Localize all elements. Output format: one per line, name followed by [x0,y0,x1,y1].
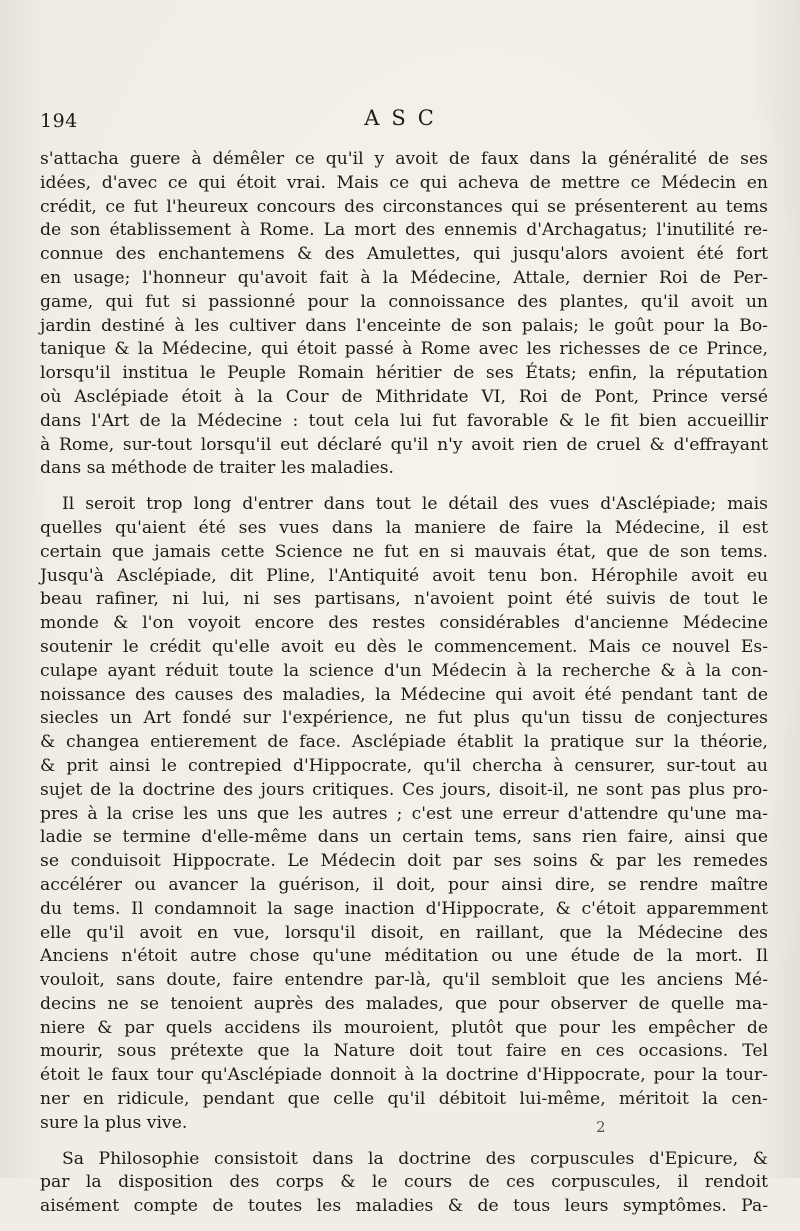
text-line: crédit, ce fut l'heureux concours des circonstances qui se présenterent au tems [40,196,768,217]
text-line: accélérer ou avancer la guérison, il doit, pour ainsi dire, se rendre maître [40,874,768,895]
text-line: Anciens n'étoit autre chose qu'une méditation ou une étude de la mort. Il [40,946,768,967]
text-line: niere & par quels accidens ils mouroient, plutôt que pour les empêcher de [40,1017,768,1038]
page-footer [40,1118,768,1142]
text-line: elle qu'il avoit en vue, lorsqu'il disoit, en raillant, que la Médecine des [40,922,768,943]
text-line: mourir, sous prétexte que la Nature doit tout faire en ces occasions. Tel [40,1041,768,1062]
text-line: game, qui fut si passionné pour la connoissance des plantes, qu'il avoit un [40,291,768,312]
text-line: aisément compte de toutes les maladies & de tous leurs symptômes. Pa- [40,1196,768,1217]
text-line: monde & l'on voyoit encore des restes considérables d'ancienne Médecine [40,613,768,634]
paragraph [40,493,768,1136]
text-line: pres à la crise les uns que les autres ; c'est une erreur d'attendre qu'une ma- [40,803,768,824]
page-number: 194 [40,110,78,132]
text-line: quelles qu'aient été ses vues dans la maniere de faire la Médecine, il est [40,517,768,538]
text-line: tanique & la Médecine, qui étoit passé à Rome avec les richesses de ce Prince, [40,339,768,360]
text-line: connue des enchantemens & des Amulettes, qui jusqu'alors avoient été fort [40,244,768,265]
text-line: lorsqu'il institua le Peuple Romain héritier de ses États; enfin, la réputation [40,363,768,384]
paragraph [40,1148,768,1219]
text-line: de son établissement à Rome. La mort des ennemis d'Archagatus; l'inutilité re- [40,220,768,241]
text-line: à Rome, sur-tout lorsqu'il eut déclaré qu'il n'y avoit rien de cruel & d'effrayant [40,434,768,455]
text-line: siecles un Art fondé sur l'expérience, ne fut plus qu'un tissu de conjectures [40,708,768,729]
text-line: du tems. Il condamnoit la sage inaction d'Hippocrate, & c'étoit apparemment [40,898,768,919]
text-line: idées, d'avec ce qui étoit vrai. Mais ce qui acheva de mettre ce Médecin en [40,172,768,193]
signature-mark: 2 [596,1118,606,1136]
text-line: par la disposition des corps & le cours de ces corpuscules, il rendoit [40,1172,768,1193]
paragraph [40,148,768,481]
text-line: où Asclépiade étoit à la Cour de Mithridate VI, Roi de Pont, Prince versé [40,386,768,407]
text-line: ner en ridicule, pendant que celle qu'il débitoit lui-même, méritoit la cen- [40,1089,768,1110]
text-line: certain que jamais cette Science ne fut en si mauvais état, que de son tems. [40,541,768,562]
text-line: sujet de la doctrine des jours critiques. Ces jours, disoit-il, ne sont pas plus pro- [40,779,768,800]
text-line: ladie se termine d'elle-même dans un certain tems, sans rien faire, ainsi que [40,827,768,848]
text-line: & changea entierement de face. Asclépiade établit la pratique sur la théorie, [40,732,768,753]
text-line: Sa Philosophie consistoit dans la doctrine des corpuscules d'Epicure, & [62,1148,768,1169]
text-line: étoit le faux tour qu'Asclépiade donnoit à la doctrine d'Hippocrate, pour la tour- [40,1065,768,1086]
text-line: vouloit, sans doute, faire entendre par-là, qu'il sembloit que les anciens Mé- [40,970,768,991]
page-header [40,106,770,136]
text-line: noissance des causes des maladies, la Médecine qui avoit été pendant tant de [40,684,768,705]
text-line: Il seroit trop long d'entrer dans tout le détail des vues d'Asclépiade; mais [62,494,768,515]
running-head: ASC [364,106,446,130]
text-line: beau rafiner, ni lui, ni ses partisans, n'avoient point été suivis de tout le [40,589,768,610]
text-line: dans sa méthode de traiter les maladies. [40,458,395,479]
text-line: & prit ainsi le contrepied d'Hippocrate, qu'il chercha à censurer, sur-tout au [40,755,768,776]
text-line: s'attacha guere à démêler ce qu'il y avoit de faux dans la généralité de ses [40,149,768,169]
text-line: Jusqu'à Asclépiade, dit Pline, l'Antiquité avoit tenu bon. Hérophile avoit eu [40,565,768,586]
text-line: en usage; l'honneur qu'avoit fait à la Médecine, Attale, dernier Roi de Per- [40,267,768,288]
text-line: decins ne se tenoient auprès des malades, que pour observer de quelle ma- [40,993,768,1014]
text-line: se conduisoit Hippocrate. Le Médecin doit par ses soins & par les remedes [40,851,768,872]
body-text [40,148,768,1231]
text-line: culape ayant réduit toute la science d'un Médecin à la recherche & à la con- [40,660,768,681]
text-line: soutenir le crédit qu'elle avoit eu dès le commencement. Mais ce nouvel Es- [40,636,768,657]
text-line: sure la plus vive. [40,1112,188,1133]
text-line: jardin destiné à les cultiver dans l'enceinte de son palais; le goût pour la Bo- [40,315,768,336]
text-line: dans l'Art de la Médecine : tout cela lui fut favorable & le fit bien accueillir [40,410,768,431]
